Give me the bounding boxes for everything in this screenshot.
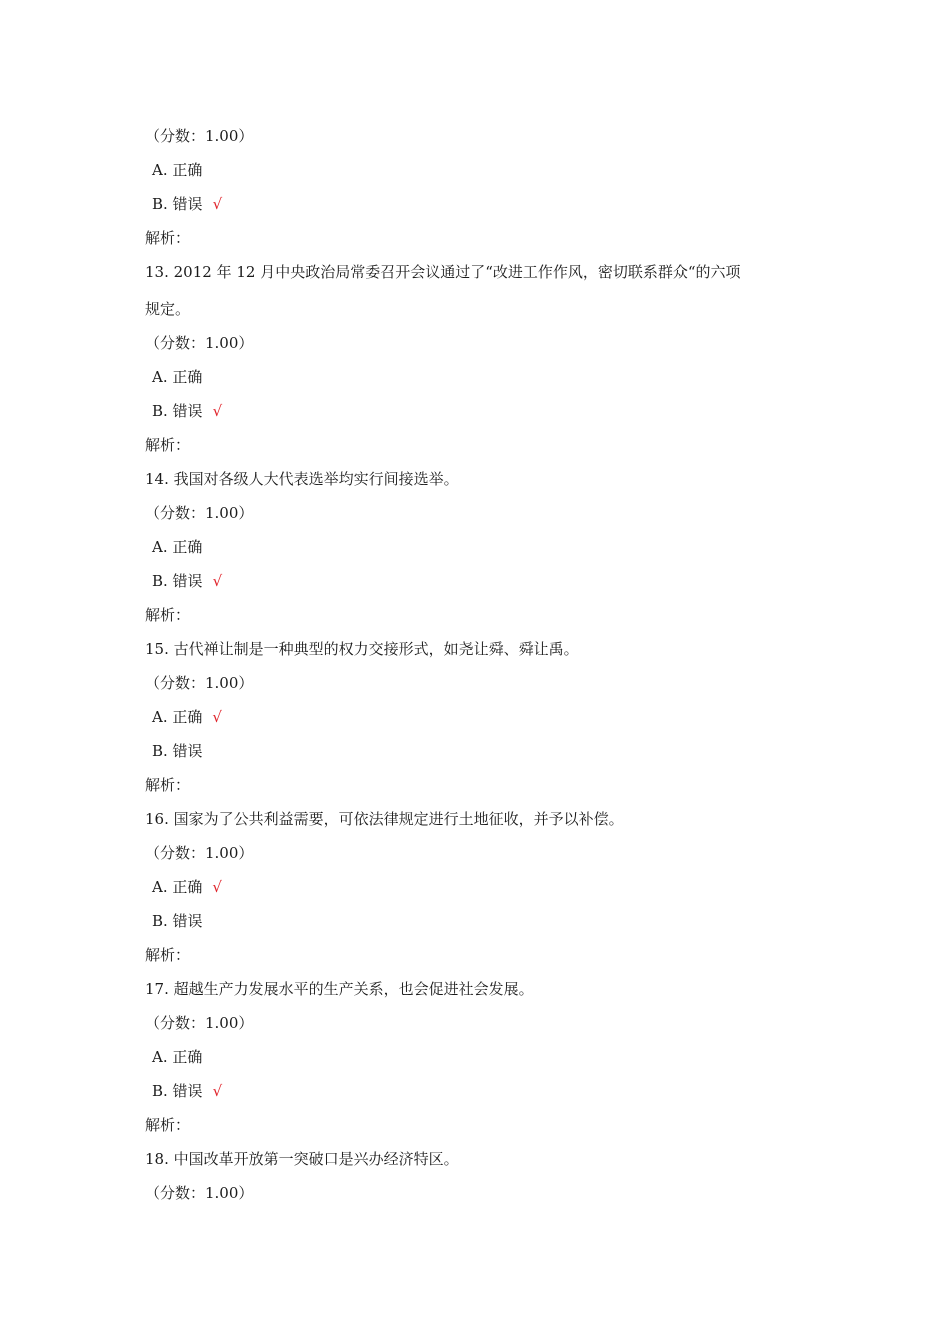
check-icon: √ — [212, 195, 223, 213]
question-18-text: 18. 中国改革开放第一突破口是兴办经济特区。 — [145, 1150, 459, 1168]
option-label: B. 错误 — [152, 195, 203, 213]
question-15-analysis: 解析： — [145, 776, 191, 794]
question-14-text: 14. 我国对各级人大代表选举均实行间接选举。 — [145, 470, 459, 488]
question-18-score: （分数：1.00） — [145, 1184, 254, 1202]
question-12-option-b — [152, 194, 222, 214]
question-13-analysis: 解析： — [145, 436, 191, 454]
question-16-text: 16. 国家为了公共利益需要，可依法律规定进行土地征收，并予以补偿。 — [145, 810, 624, 828]
option-label: A. 正确 — [152, 368, 203, 386]
question-16-option-a — [152, 877, 222, 897]
option-label: B. 错误 — [152, 572, 203, 590]
check-icon: √ — [212, 572, 223, 590]
question-14-option-b — [152, 571, 222, 591]
question-15-text: 15. 古代禅让制是一种典型的权力交接形式，如尧让舜、舜让禹。 — [145, 640, 579, 658]
question-13-text-continued: 规定。 — [145, 300, 191, 318]
check-icon: √ — [212, 402, 223, 420]
question-14-option-a — [152, 537, 202, 557]
check-icon: √ — [212, 708, 222, 726]
question-12-option-a — [152, 160, 202, 180]
option-label: B. 错误 — [152, 742, 203, 760]
option-label: B. 错误 — [152, 1082, 203, 1100]
check-icon: √ — [212, 878, 222, 896]
option-label: A. 正确 — [152, 708, 203, 726]
question-15-score: （分数：1.00） — [145, 674, 254, 692]
option-label: B. 错误 — [152, 912, 203, 930]
question-17-option-b — [152, 1081, 222, 1101]
check-icon: √ — [212, 1082, 223, 1100]
question-13-text: 13. 2012 年 12 月中央政治局常委召开会议通过了“改进工作作风，密切联系群众“的六项 — [145, 263, 741, 281]
question-17-option-a — [152, 1047, 202, 1067]
question-17-score: （分数：1.00） — [145, 1014, 254, 1032]
question-14-score: （分数：1.00） — [145, 504, 254, 522]
option-label: A. 正确 — [152, 161, 203, 179]
question-12-score: （分数：1.00） — [145, 127, 254, 145]
option-label: A. 正确 — [152, 538, 203, 556]
option-label: A. 正确 — [152, 878, 203, 896]
question-15-option-a — [152, 707, 222, 727]
question-12-analysis: 解析： — [145, 229, 191, 247]
question-13-option-b — [152, 401, 222, 421]
question-13-option-a — [152, 367, 202, 387]
question-17-text: 17. 超越生产力发展水平的生产关系，也会促进社会发展。 — [145, 980, 534, 998]
option-label: A. 正确 — [152, 1048, 203, 1066]
question-16-analysis: 解析： — [145, 946, 191, 964]
question-15-option-b — [152, 741, 203, 761]
question-13-score: （分数：1.00） — [145, 334, 254, 352]
question-16-score: （分数：1.00） — [145, 844, 254, 862]
question-16-option-b — [152, 911, 203, 931]
question-17-analysis: 解析： — [145, 1116, 191, 1134]
question-14-analysis: 解析： — [145, 606, 191, 624]
option-label: B. 错误 — [152, 402, 203, 420]
